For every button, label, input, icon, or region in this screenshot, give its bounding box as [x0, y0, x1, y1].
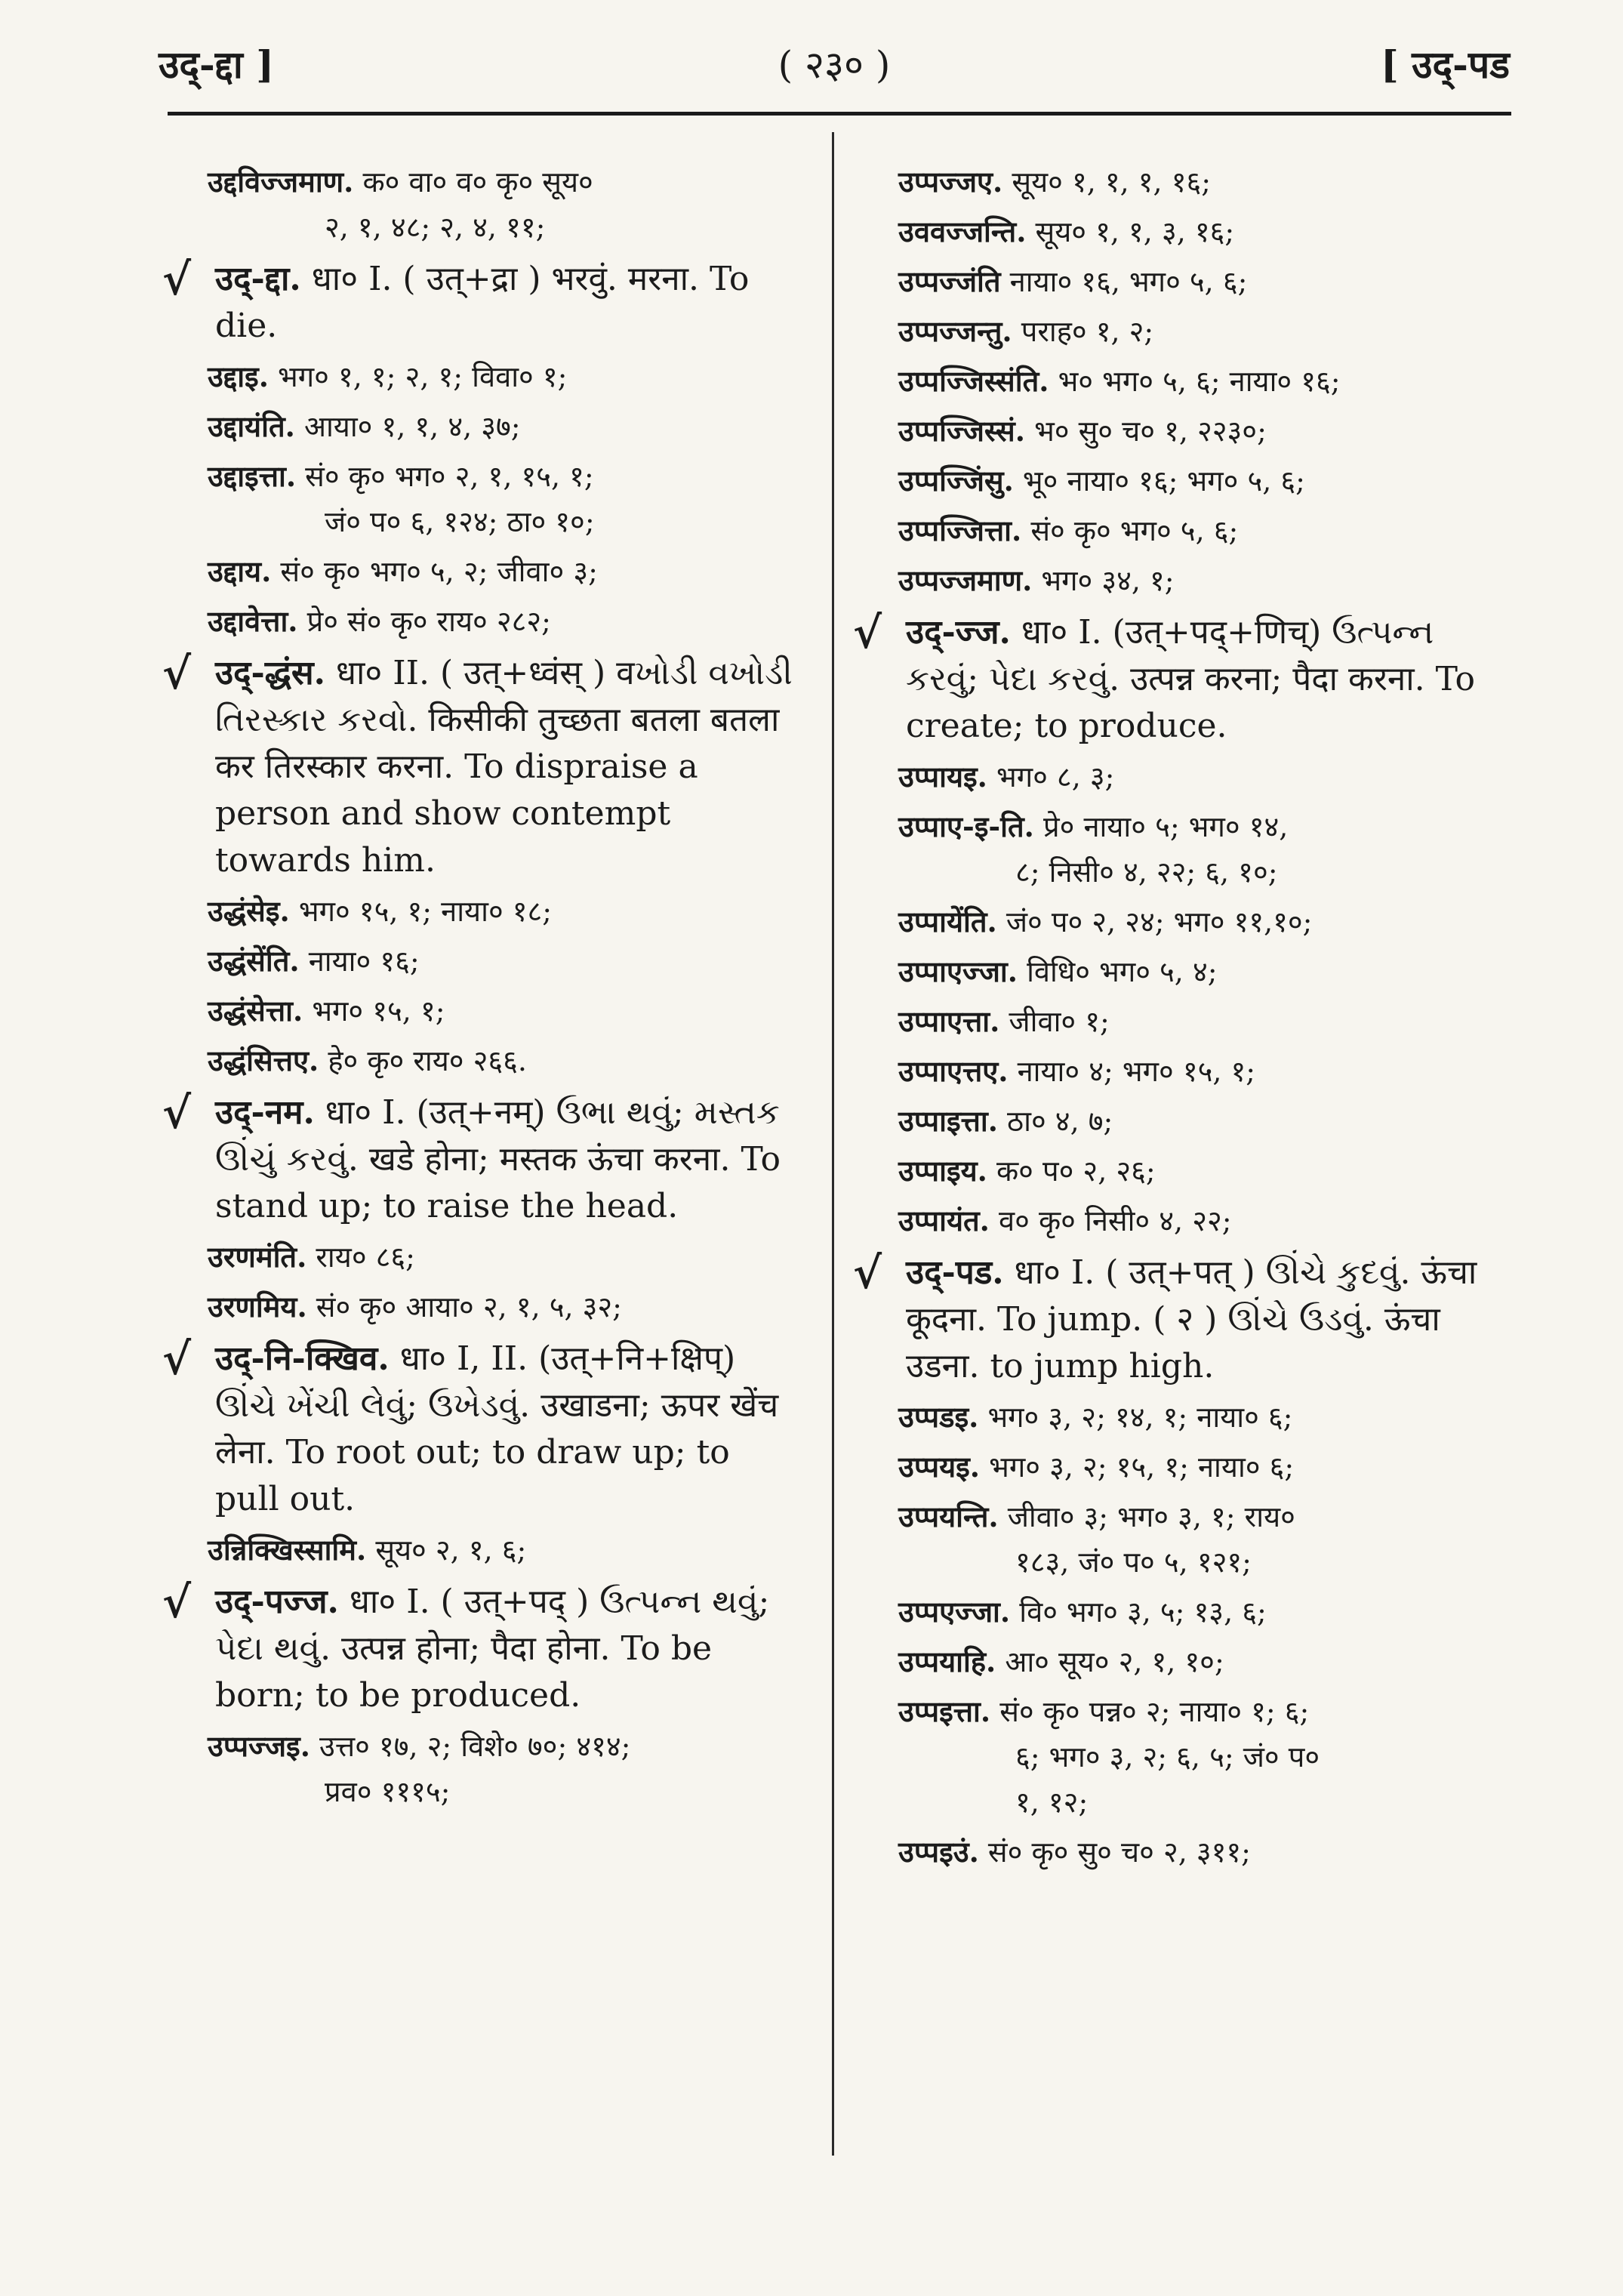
form-reference: आ० सूय० २, १, १०; [1005, 1645, 1224, 1678]
inflected-form [162, 988, 804, 1034]
form-continuation [162, 499, 804, 544]
inflected-form [853, 754, 1506, 800]
headword-definition: धा० I. ( उत्+पद् ) ઉત્પન્ન થવું; પેદા થવું. उत्पन्न होना; पैदा होना. To be born; to be produced. [215, 1583, 770, 1715]
inflected-form [853, 1494, 1506, 1539]
form-term: उरणमिय. [208, 1290, 307, 1324]
form-term: उप्पायइ. [898, 760, 987, 794]
form-term: उद्दाय. [208, 554, 272, 588]
form-reference: भग० ३४, १; [1041, 564, 1175, 597]
form-reference: सं० कृ० भग० २, १, १५, १; [305, 460, 594, 493]
form-continuation [853, 1734, 1506, 1780]
form-reference: हे० कृ० राय० २६६. [328, 1044, 527, 1077]
headword-definition: धा० II. ( उत्+ध्वंस् ) वખોડી વખોડી તિરસ્કાર કરવો. किसीकी तुच्छता बतला बतला कर तिरस्कार करना. To dispraise a person and show contempt towards him. [215, 654, 793, 880]
form-term: उद्दविज्जमाण. [208, 165, 354, 199]
form-reference: सं० कृ० पन्न० २; नाया० १; ६; [999, 1695, 1310, 1728]
headword-definition: धा० I. ( उत्+पत् ) ઊંચે કુદવું. ऊंचा कूदना. To jump. ( २ ) ઊંચે ઉડવું. ऊंचा उडना. to jump high. [906, 1253, 1477, 1385]
form-reference: सूय० २, १, ६; [375, 1533, 527, 1567]
form-reference: नाया० ४; भग० १५, १; [1017, 1055, 1256, 1088]
inflected-form [162, 1284, 804, 1330]
headword-entry [162, 650, 804, 884]
inflected-form [162, 404, 804, 449]
inflected-form [853, 1589, 1506, 1635]
headword-entry [162, 1089, 804, 1230]
form-reference: जीवा० ३; भग० ३, १; राय० [1007, 1500, 1295, 1533]
inflected-form [853, 1099, 1506, 1144]
form-term: उप्पज्जन्तु. [898, 314, 1012, 348]
form-reference: भग० १५, १; नाया० १८; [298, 895, 553, 928]
form-term: उरणमंति. [208, 1240, 307, 1274]
left-column [162, 155, 804, 1814]
form-reference: जीवा० १; [1009, 1005, 1110, 1038]
form-term: उन्निक्खिस्सामि. [208, 1533, 367, 1567]
inflected-form [853, 1829, 1506, 1875]
form-term: उप्पाएत्ता. [898, 1004, 1000, 1038]
form-term: उप्पज्जित्ता. [898, 513, 1022, 547]
inflected-form [853, 309, 1506, 354]
page-header [159, 32, 1510, 100]
form-term: उप्पएज्जा. [898, 1595, 1011, 1629]
header-rule [168, 112, 1511, 116]
form-term: उद्धंसेत्ता. [208, 994, 303, 1028]
form-term: उद्दाइत्ता. [208, 459, 297, 493]
form-term: उप्पज्जमाण. [898, 563, 1033, 597]
inflected-form [162, 549, 804, 594]
form-term: उप्पज्जइ. [208, 1729, 310, 1763]
form-term: उद्धंसेंति. [208, 944, 300, 978]
form-reference: प्रव० १११५; [325, 1775, 451, 1808]
inflected-form [853, 558, 1506, 603]
headword-term: उद्-पड. [906, 1253, 1004, 1292]
header-left-range: उद्-द्दा ] [159, 42, 274, 87]
form-term: उप्पज्जिस्सं. [898, 414, 1025, 448]
inflected-form [853, 1148, 1506, 1194]
inflected-form [162, 454, 804, 499]
form-reference: उत्त० १७, २; विशे० ७०; ४१४; [319, 1730, 631, 1763]
headword-term: उद्-नम. [215, 1093, 315, 1132]
headword-entry [162, 1333, 804, 1523]
form-reference: भ० सु० च० १, २२३०; [1034, 415, 1267, 448]
headword-term: उद्-ज्ज. [906, 613, 1011, 652]
form-reference: भू० नाया० १६; भग० ५, ६; [1022, 464, 1305, 498]
form-term: उववज्जन्ति. [898, 214, 1027, 248]
inflected-form [853, 159, 1506, 205]
form-term: उद्धंसित्तए. [208, 1043, 319, 1077]
form-reference: सूय० १, १, ३, १६; [1035, 215, 1235, 248]
form-term: उप्पइत्ता. [898, 1694, 991, 1728]
form-continuation [162, 1769, 804, 1814]
form-term: उप्पायंत. [898, 1203, 990, 1237]
inflected-form [853, 1689, 1506, 1734]
form-term: उप्पज्जिंसु. [898, 464, 1014, 498]
form-term: उप्पाइत्ता. [898, 1104, 998, 1138]
headword-definition: धा० I, II. (उत्+नि+क्षिप्) ઊંચે ખેંચી લેવું; ઉખેડવું. उखाडना; ऊपर खेंच लेना. To root out; to draw up; to pull out. [215, 1339, 779, 1518]
inflected-form [162, 354, 804, 399]
form-term: उप्पयइ. [898, 1450, 981, 1484]
form-reference: ६; भग० ३, २; ६, ५; जं० प० [1015, 1740, 1320, 1774]
form-reference: प्रे० नाया० ५; भग० १४, [1043, 810, 1289, 843]
root-check-icon: √ [853, 1247, 882, 1299]
form-term: उद्दावेत्ता. [208, 604, 298, 638]
inflected-form [853, 408, 1506, 454]
inflected-form [162, 1724, 804, 1769]
form-term: उप्पाइय. [898, 1154, 987, 1188]
form-term: उप्पइउं. [898, 1835, 979, 1869]
form-reference: सं० कृ० सु० च० २, ३११; [987, 1835, 1251, 1869]
inflected-form [162, 938, 804, 984]
form-term: उप्पज्जिस्संति. [898, 364, 1049, 398]
form-term: उप्पडइ. [898, 1400, 979, 1434]
form-reference: प्रे० सं० कृ० राय० २८२; [306, 605, 551, 638]
inflected-form [853, 458, 1506, 504]
form-continuation [853, 1780, 1506, 1825]
form-reference: भग० १, १; २, १; विवा० १; [278, 360, 568, 393]
inflected-form [853, 359, 1506, 404]
form-term: उप्पज्जंति [898, 264, 1001, 298]
inflected-form [853, 1639, 1506, 1684]
headword-term: उद्-द्दा. [215, 260, 301, 298]
inflected-form [853, 1198, 1506, 1244]
inflected-form [853, 949, 1506, 994]
form-term: उप्पज्जए. [898, 165, 1003, 199]
headword-definition: धा० I. (उत्+नम्) ઉભા થવું; મસ્તક ઊંચું કરવું. खडे होना; मस्तक ऊंचा करना. To stand up; to raise the head. [215, 1093, 781, 1225]
form-reference: सूय० १, १, १, १६; [1012, 165, 1212, 199]
form-reference: १, १२; [1015, 1786, 1089, 1819]
column-divider [832, 132, 834, 2156]
form-term: उप्पाएज्जा. [898, 954, 1018, 988]
form-reference: क० प० २, २६; [996, 1154, 1156, 1188]
inflected-form [853, 1049, 1506, 1094]
headword-definition: धा० I. (उत्+पद्+णिच्) ઉત્પન્ન કરવું; પેદા કરવું. उत्पन्न करना; पैदा करना. To create; to produce. [906, 613, 1476, 745]
form-continuation [162, 205, 804, 250]
inflected-form [162, 1527, 804, 1573]
inflected-form [162, 599, 804, 644]
form-term: उप्पाए-इ-ति. [898, 809, 1034, 843]
form-reference: १८३, जं० प० ५, १२१; [1015, 1546, 1252, 1579]
form-reference: वि० भग० ३, ५; १३, ६; [1019, 1595, 1267, 1629]
inflected-form [853, 1395, 1506, 1440]
form-term: उप्पयाहि. [898, 1644, 996, 1678]
inflected-form [162, 159, 804, 205]
form-reference: व० कृ० निसी० ४, २२; [998, 1204, 1232, 1237]
root-check-icon: √ [162, 1333, 192, 1385]
form-term: उप्पयन्ति. [898, 1499, 999, 1533]
form-term: उद्दायंति. [208, 409, 295, 443]
form-reference: भग० ३, २; १४, १; नाया० ६; [987, 1401, 1293, 1434]
header-right-range: [ उद्-पड [1381, 42, 1510, 87]
form-continuation [853, 849, 1506, 895]
inflected-form [162, 1038, 804, 1083]
form-reference: नाया० १६; [308, 945, 420, 978]
form-term: उद्दाइ. [208, 359, 269, 393]
form-reference: जं० प० ६, १२४; ठा० १०; [325, 505, 595, 538]
form-reference: भग० ३, २; १५, १; नाया० ६; [989, 1450, 1295, 1484]
headword-entry [162, 1576, 804, 1719]
inflected-form [853, 999, 1506, 1044]
form-reference: राय० ८६; [316, 1240, 415, 1274]
form-reference: सं० कृ० आया० २, १, ५, ३२; [316, 1290, 622, 1324]
headword-term: उद्-नि-क्खिव. [215, 1339, 390, 1378]
form-reference: जं० प० २, २४; भग० ११,१०; [1006, 905, 1313, 938]
form-term: उप्पाएत्तए. [898, 1054, 1009, 1088]
root-check-icon: √ [162, 1576, 192, 1628]
form-reference: आया० १, १, ४, ३७; [303, 410, 521, 443]
form-reference: भ० भग० ५, ६; नाया० १६; [1058, 365, 1341, 398]
root-check-icon: √ [162, 1087, 192, 1139]
headword-entry [853, 609, 1506, 750]
form-reference: भग० ८, ३; [996, 760, 1115, 794]
headword-definition: धा० I. ( उत्+द्रा ) भरवुं. मरना. To die. [215, 260, 750, 345]
headword-entry [162, 256, 804, 350]
form-reference: भग० १५, १; [312, 994, 445, 1028]
inflected-form [853, 508, 1506, 553]
form-term: उप्पायेंति. [898, 905, 997, 938]
inflected-form [853, 209, 1506, 254]
inflected-form [853, 259, 1506, 304]
headword-entry [853, 1247, 1506, 1390]
form-reference: २, १, ४८; २, ४, ११; [325, 211, 546, 244]
inflected-form [162, 1234, 804, 1280]
headword-term: उद्-द्धंस. [215, 654, 325, 692]
form-reference: ८; निसी० ४, २२; ६, १०; [1015, 855, 1278, 889]
inflected-form [162, 889, 804, 934]
inflected-form [853, 804, 1506, 849]
form-reference: क० वा० व० कृ० सूय० [362, 165, 593, 199]
root-check-icon: √ [853, 607, 882, 658]
form-reference: विधि० भग० ५, ४; [1027, 955, 1218, 988]
inflected-form [853, 1444, 1506, 1490]
root-check-icon: √ [162, 254, 192, 305]
headword-term: उद्-पज्ज. [215, 1583, 339, 1621]
form-reference: नाया० १६, भग० ५, ६; [1009, 265, 1248, 298]
form-reference: सं० कृ० भग० ५, २; जीवा० ३; [280, 555, 598, 588]
form-reference: सं० कृ० भग० ५, ६; [1030, 514, 1239, 547]
form-reference: पराह० १, २; [1021, 315, 1154, 348]
form-term: उद्धंसेइ. [208, 894, 290, 928]
page-number: ( २३० ) [778, 43, 891, 87]
form-reference: ठा० ४, ७; [1007, 1105, 1113, 1138]
right-column [853, 155, 1506, 1875]
root-check-icon: √ [162, 648, 192, 699]
inflected-form [853, 899, 1506, 945]
form-continuation [853, 1539, 1506, 1585]
